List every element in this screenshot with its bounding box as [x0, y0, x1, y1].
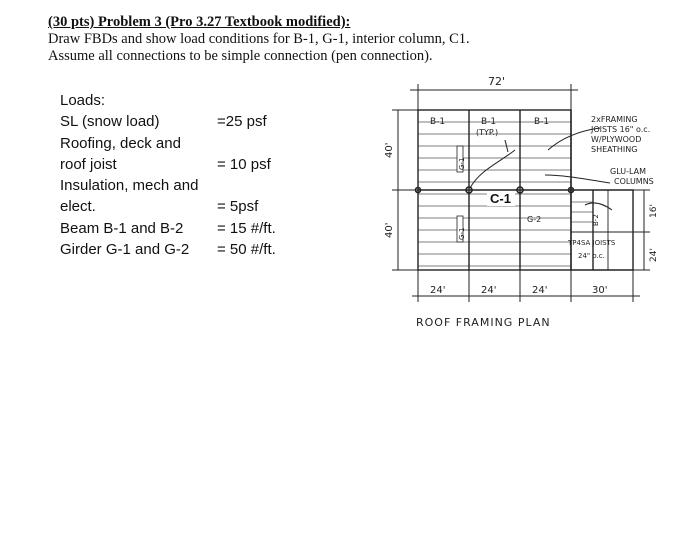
problem-assumption: Assume all connections to be simple connection (pen connection). — [48, 48, 433, 64]
problem-instruction: Draw FBDs and show load conditions for B-1, G-1, interior column, C1. — [48, 31, 470, 47]
label-b1-right: B-1 — [534, 117, 550, 127]
load-value: = 5psf — [217, 198, 259, 216]
dim-bottom-4: 30' — [592, 285, 608, 296]
note-glulam-2: COLUMNS — [614, 177, 654, 186]
load-label: Roofing, deck and — [60, 134, 181, 152]
note-framing-2: JOISTS 16" o.c. — [591, 125, 651, 134]
label-g2: G-2 — [527, 215, 542, 224]
dim-40-top: 40' — [384, 142, 395, 158]
load-value: = 10 psf — [217, 155, 271, 173]
load-label: SL (snow load) — [60, 113, 160, 131]
label-b1-left: B-1 — [430, 117, 446, 127]
loads-heading: Loads: — [60, 92, 106, 109]
load-value: = 15 #/ft. — [217, 219, 276, 237]
note-framing-4: SHEATHING — [591, 145, 638, 154]
load-value: = 50 #/ft. — [217, 241, 276, 259]
load-label: elect. — [60, 198, 96, 216]
dim-bottom-3: 24' — [532, 285, 548, 296]
label-b1-typ: (TYP.) — [476, 128, 499, 137]
plan-title: ROOF FRAMING PLAN — [416, 316, 551, 329]
load-label: Insulation, mech and — [60, 177, 199, 195]
label-g1: G-1 — [458, 157, 466, 170]
note-framing-3: W/PLYWOOD — [591, 135, 642, 144]
label-g1-lower: G-1 — [458, 227, 466, 240]
note-framing-1: 2xFRAMING — [591, 115, 638, 124]
dim-40-bottom: 40' — [384, 222, 395, 238]
dim-16: 16' — [649, 204, 659, 218]
load-label: Beam B-1 and B-2 — [60, 219, 184, 237]
dim-bottom-1: 24' — [430, 285, 446, 296]
column-c1-label: C-1 — [490, 191, 511, 206]
note-glulam-1: GLU-LAM — [610, 167, 647, 176]
load-label: roof joist — [60, 155, 117, 173]
label-tp-spacing: 24" o.c. — [578, 252, 605, 260]
dim-24-right: 24' — [649, 248, 659, 262]
dim-72: 72' — [488, 75, 506, 88]
load-value: =25 psf — [217, 113, 267, 131]
problem-title: (30 pts) Problem 3 (Pro 3.27 Textbook modified): — [48, 14, 351, 30]
label-tp-joists: TP4SA JOISTS — [568, 239, 616, 247]
load-label: Girder G-1 and G-2 — [60, 241, 190, 259]
label-b2: B-2 — [592, 214, 600, 226]
label-b1-mid: B-1 — [481, 117, 497, 127]
dim-bottom-2: 24' — [481, 285, 497, 296]
